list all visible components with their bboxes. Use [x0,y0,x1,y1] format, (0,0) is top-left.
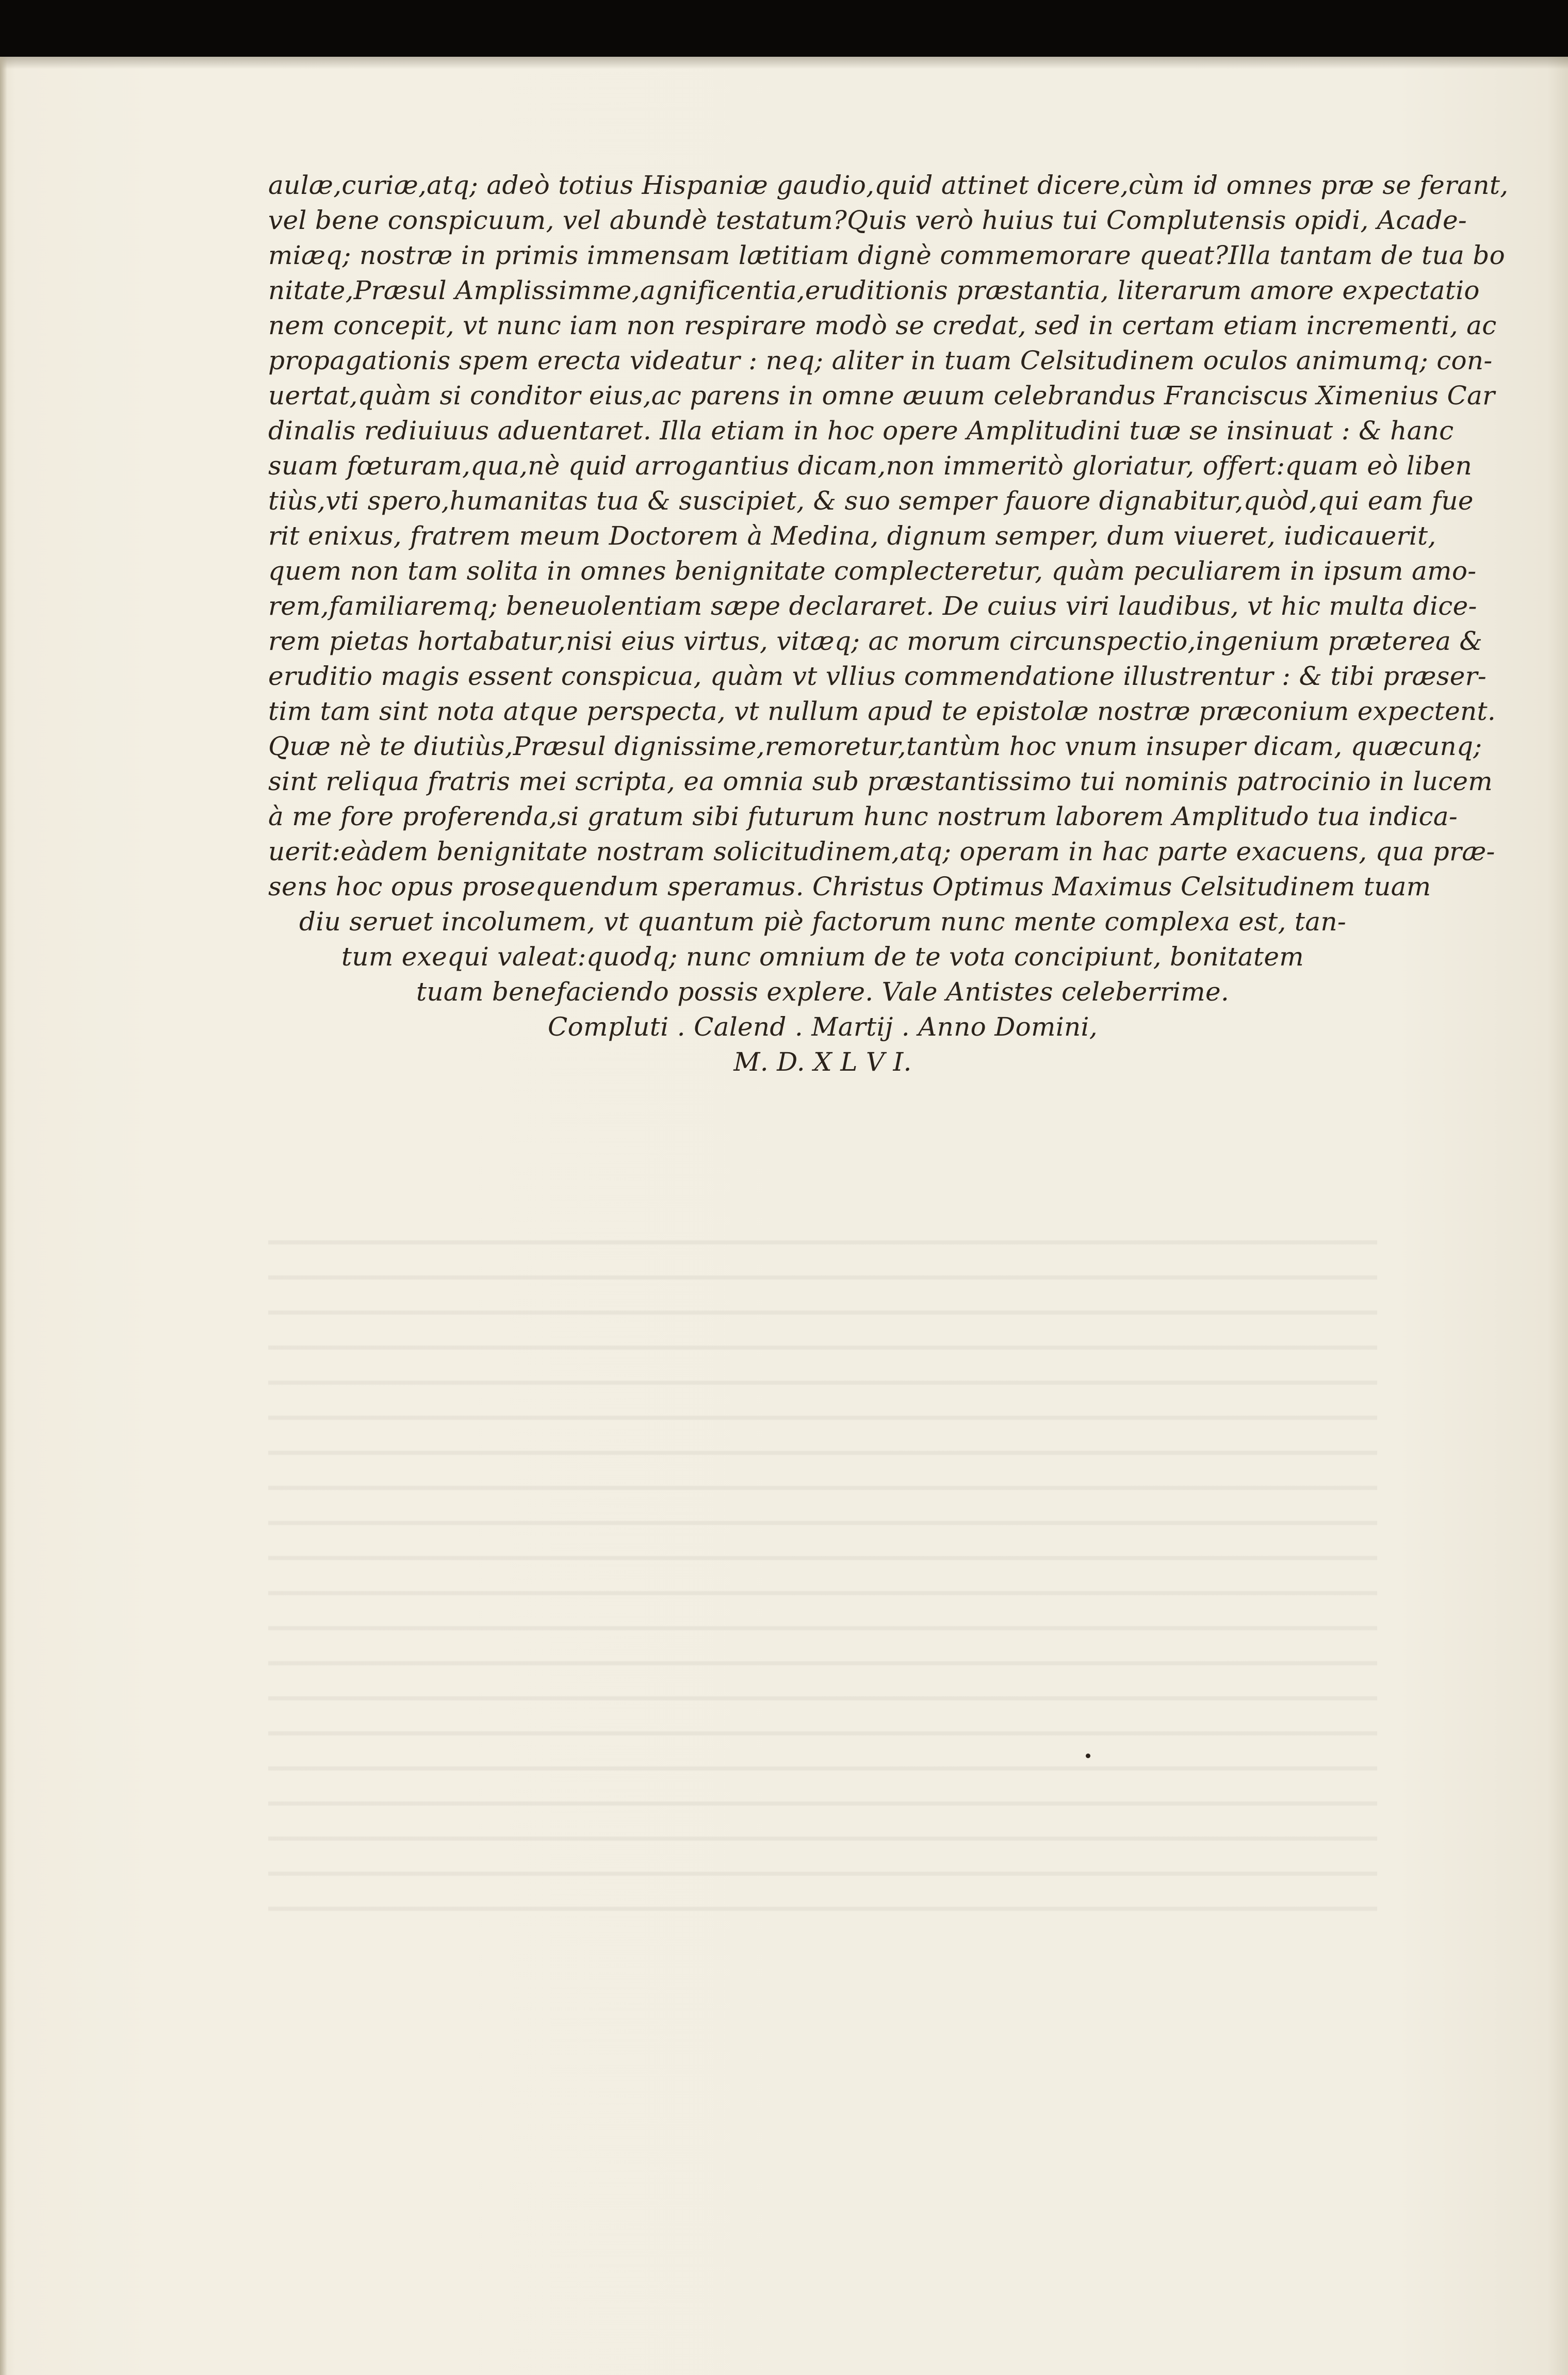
text-line: rem,familiaremq; beneuolentiam sæpe declararet. De cuius viri laudibus, vt hic multa dice- [268,591,1477,621]
text-line: uertat,quàm si conditor eius,ac parens in omne æuum celebrandus Franciscus Ximenius Car [268,381,1495,411]
text-line: rem pietas hortabatur,nisi eius virtus, vitæq; ac morum circunspectio,ingenium præterea & [268,626,1483,656]
text-line: eruditio magis essent conspicua, quàm vt vllius commendatione illustrentur : & tibi præser- [268,661,1487,691]
dateline: Compluti . Calend . Martij . Anno Domini, [548,1012,1098,1042]
text-line: sint reliqua fratris mei scripta, ea omnia sub præstantissimo tui nominis patrocinio in lucem [268,766,1493,796]
text-line: uerit:eàdem benignitate nostram solicitudinem,atq; operam in hac parte exacuens, qua præ- [268,837,1495,866]
text-line: propagationis spem erecta videatur : neq; aliter in tuam Celsitudinem oculos animumq; con- [268,346,1493,375]
text-line: quem non tam solita in omnes benignitate complecteretur, quàm peculiarem in ipsum amo- [268,556,1477,586]
text-line: nitate,Præsul Amplissimme,agnificentia,eruditionis præstantia, literarum amore expectatio [268,275,1480,305]
text-line: à me fore proferenda,si gratum sibi futurum hunc nostrum laborem Amplitudo tua indica- [268,801,1458,831]
text-line: aulæ,curiæ,atq; adeò totius Hispaniæ gaudio,quid attinet dicere,cùm id omnes præ se ferant, [268,170,1509,200]
text-line: miæq; nostræ in primis immensam lætitiam dignè commemorare queat?Illa tantam de tua bo [268,240,1506,270]
year-line: M. D. X L V I. [733,1047,912,1077]
text-line: tiùs,vti spero,humanitas tua & suscipiet, & suo semper fauore dignabitur,quòd,qui eam fue [268,486,1474,516]
ink-speck [1086,1754,1090,1758]
text-line-centered: sens hoc opus prosequendum speramus. Christus Optimus Maximus Celsitudinem tuam [268,872,1431,902]
text-line: tim tam sint nota atque perspecta, vt nullum apud te epistolæ nostræ præconium expectent. [268,696,1496,726]
text-line: vel bene conspicuum, vel abundè testatum?Quis verò huius tui Complutensis opidi, Acade- [268,205,1467,235]
page-gutter-edge [0,57,7,2375]
text-line-centered: tum exequi valeat:quodq; nunc omnium de te vota concipiunt, bonitatem [341,942,1304,972]
text-line-centered: tuam benefaciendo possis explere. Vale Antistes celeberrime. [416,977,1230,1007]
text-line: Quæ nè te diutiùs,Præsul dignissime,remoretur,tantùm hoc vnum insuper dicam, quæcunq; [268,731,1482,761]
text-line-centered: diu seruet incolumem, vt quantum piè factorum nunc mente complexa est, tan- [299,907,1347,937]
text-line: dinalis rediuiuus aduentaret. Illa etiam in hoc opere Amplitudini tuæ se insinuat : & hanc [268,416,1454,446]
text-line: suam fœturam,qua,nè quid arrogantius dicam,non immeritò gloriatur, offert:quam eò liben [268,451,1473,481]
page-top-shadow [0,57,1568,69]
dedication-letter-text [268,168,1509,1079]
text-line: nem concepit, vt nunc iam non respirare modò se credat, sed in certam etiam incrementi, ac [268,310,1497,340]
text-line: rit enixus, fratrem meum Doctorem à Medina, dignum semper, dum viueret, iudicauerit, [268,521,1436,551]
show-through-text [268,1217,1377,1939]
